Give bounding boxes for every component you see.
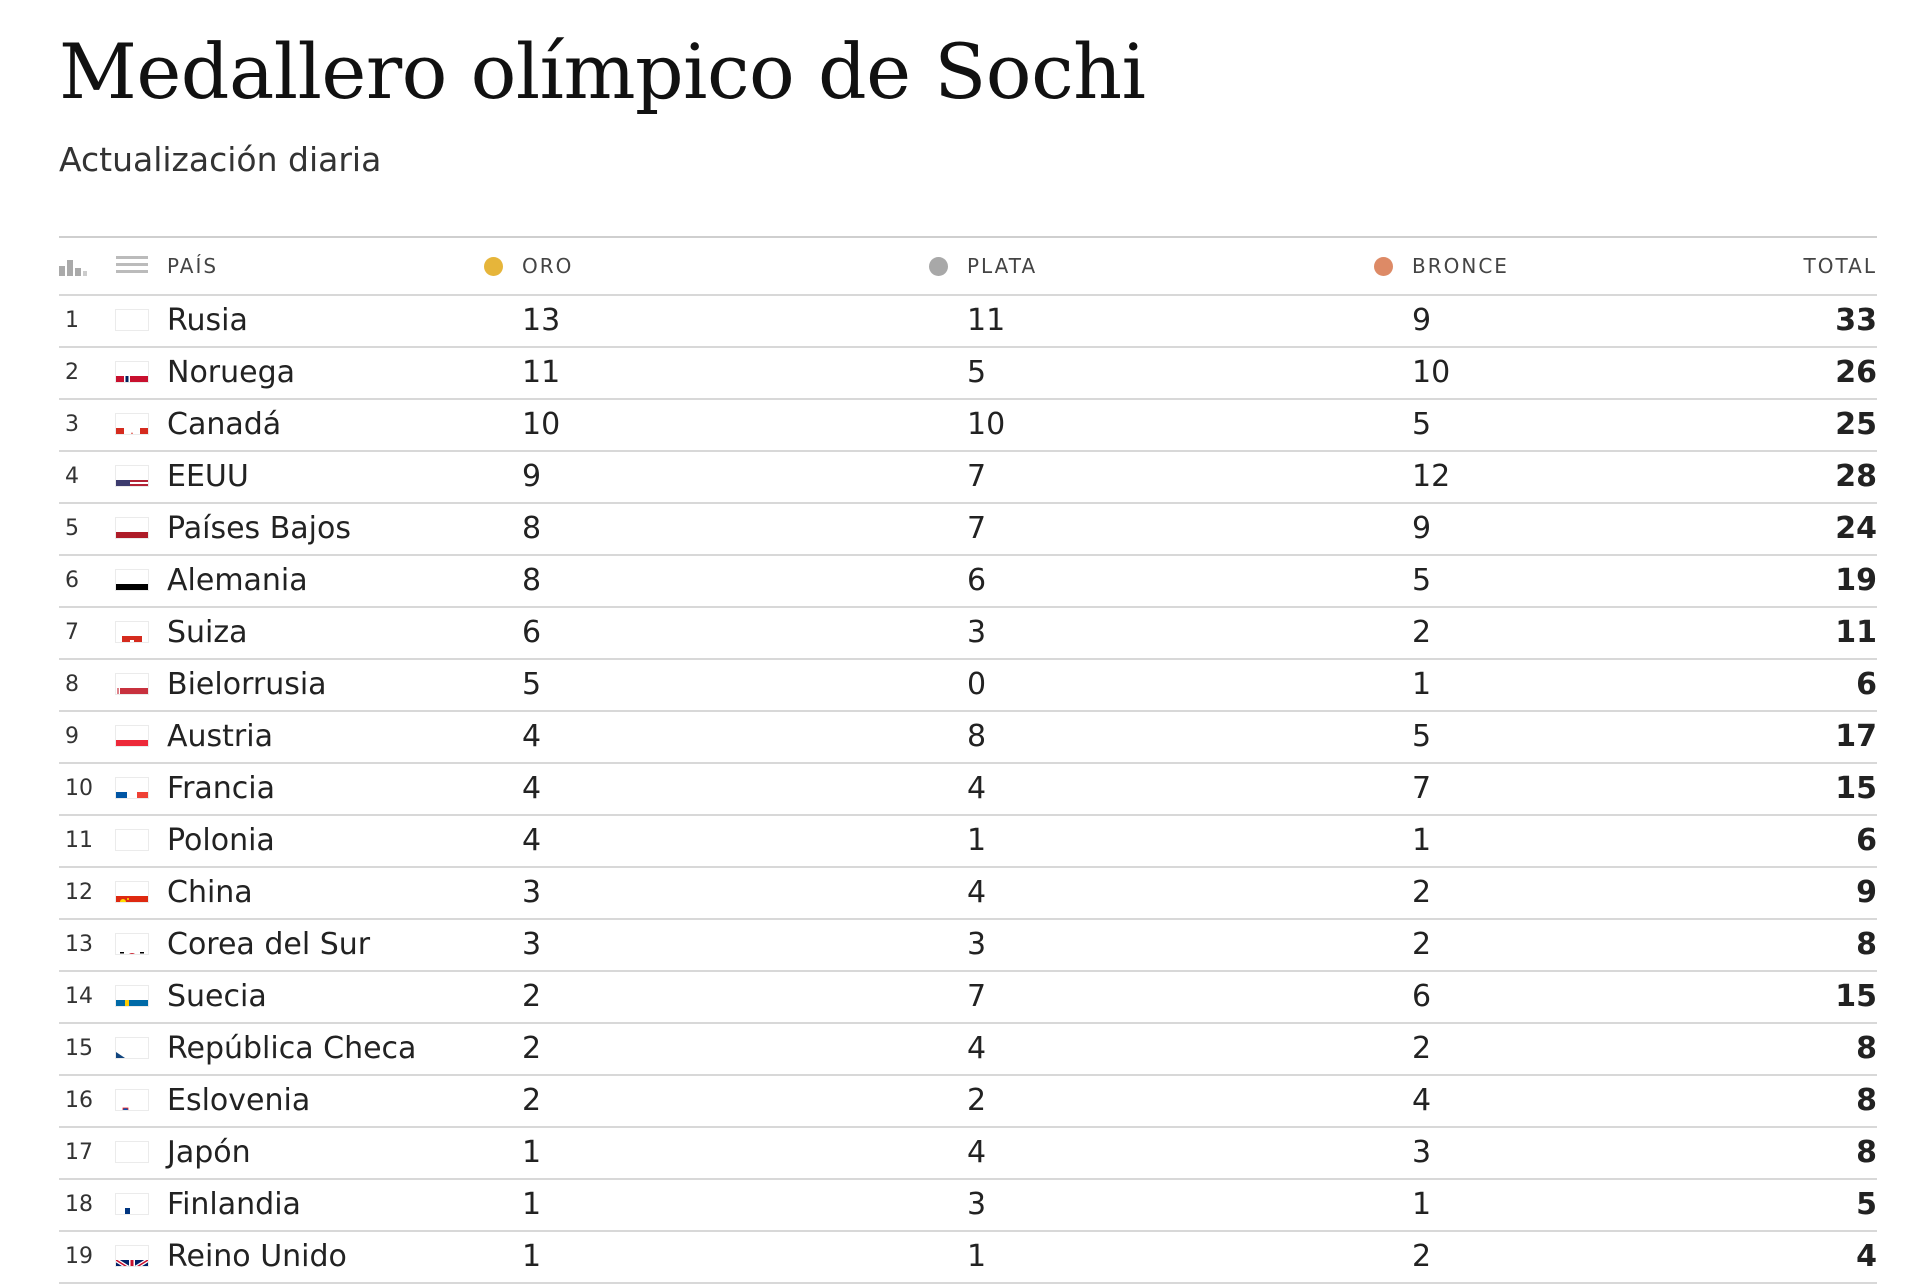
country-cell: Suiza — [167, 615, 248, 650]
table-header — [59, 238, 1877, 296]
bronze-cell: 1 — [1412, 823, 1432, 858]
gold-cell: 2 — [522, 1083, 542, 1118]
total-cell: 6 — [1856, 667, 1877, 702]
rank-cell: 6 — [65, 568, 79, 593]
gold-cell: 2 — [522, 979, 542, 1014]
table-row[interactable] — [59, 1128, 1877, 1180]
gold-cell: 5 — [522, 667, 542, 702]
rank-cell: 4 — [65, 464, 79, 489]
bronze-cell: 9 — [1412, 511, 1432, 546]
bronze-cell: 6 — [1412, 979, 1432, 1014]
table-body — [59, 296, 1877, 1284]
country-cell: Polonia — [167, 823, 275, 858]
total-cell: 8 — [1856, 1083, 1877, 1118]
total-cell: 17 — [1835, 719, 1877, 754]
silver-cell: 2 — [967, 1083, 987, 1118]
gold-cell: 1 — [522, 1239, 542, 1274]
bronze-cell: 5 — [1412, 563, 1432, 598]
page-subtitle: Actualización diaria — [59, 140, 382, 179]
bar-chart-icon[interactable] — [59, 256, 87, 276]
total-cell: 19 — [1835, 563, 1877, 598]
country-cell: China — [167, 875, 253, 910]
table-row[interactable] — [59, 816, 1877, 868]
gold-cell: 4 — [522, 771, 542, 806]
table-row[interactable] — [59, 868, 1877, 920]
header-total[interactable]: TOTAL — [1803, 254, 1877, 278]
total-cell: 15 — [1835, 771, 1877, 806]
russia-flag-icon — [116, 310, 148, 330]
silver-cell: 7 — [967, 979, 987, 1014]
country-cell: Eslovenia — [167, 1083, 311, 1118]
country-cell: EEUU — [167, 459, 249, 494]
country-cell: Bielorrusia — [167, 667, 327, 702]
france-flag-icon — [116, 778, 148, 798]
uk-flag-icon — [116, 1246, 148, 1266]
rank-cell: 5 — [65, 516, 79, 541]
south-korea-flag-icon — [116, 934, 148, 954]
table-row[interactable] — [59, 972, 1877, 1024]
netherlands-flag-icon — [116, 518, 148, 538]
bronze-cell: 2 — [1412, 927, 1432, 962]
silver-cell: 3 — [967, 615, 987, 650]
country-cell: Suecia — [167, 979, 267, 1014]
gold-cell: 3 — [522, 875, 542, 910]
header-bronze-label: BRONCE — [1412, 254, 1509, 278]
country-cell: Rusia — [167, 303, 248, 338]
country-cell: Japón — [167, 1135, 251, 1170]
country-cell: República Checa — [167, 1031, 417, 1066]
gold-cell: 1 — [522, 1187, 542, 1222]
austria-flag-icon — [116, 726, 148, 746]
silver-cell: 7 — [967, 459, 987, 494]
rank-cell: 1 — [65, 308, 79, 333]
bronze-cell: 1 — [1412, 667, 1432, 702]
rank-cell: 18 — [65, 1192, 93, 1217]
total-cell: 6 — [1856, 823, 1877, 858]
total-cell: 25 — [1835, 407, 1877, 442]
table-row[interactable] — [59, 764, 1877, 816]
silver-cell: 1 — [967, 1239, 987, 1274]
gold-cell: 4 — [522, 823, 542, 858]
table-row[interactable] — [59, 452, 1877, 504]
silver-cell: 5 — [967, 355, 987, 390]
total-cell: 8 — [1856, 1031, 1877, 1066]
czech-flag-icon — [116, 1038, 148, 1058]
total-cell: 4 — [1856, 1239, 1877, 1274]
slovenia-flag-icon — [116, 1090, 148, 1110]
gold-cell: 4 — [522, 719, 542, 754]
rank-cell: 19 — [65, 1244, 93, 1269]
silver-cell: 3 — [967, 927, 987, 962]
switzerland-flag-icon — [116, 622, 148, 642]
gold-dot-icon — [484, 257, 503, 276]
country-cell: Reino Unido — [167, 1239, 347, 1274]
country-cell: Austria — [167, 719, 273, 754]
silver-cell: 4 — [967, 875, 987, 910]
total-cell: 8 — [1856, 1135, 1877, 1170]
country-cell: Alemania — [167, 563, 308, 598]
bronze-cell: 10 — [1412, 355, 1451, 390]
bronze-cell: 7 — [1412, 771, 1432, 806]
silver-cell: 11 — [967, 303, 1006, 338]
sweden-flag-icon — [116, 986, 148, 1006]
silver-cell: 1 — [967, 823, 987, 858]
gold-cell: 11 — [522, 355, 561, 390]
page-title: Medallero olímpico de Sochi — [59, 27, 1146, 116]
rank-cell: 11 — [65, 828, 93, 853]
total-cell: 24 — [1835, 511, 1877, 546]
country-cell: Canadá — [167, 407, 282, 442]
gold-cell: 13 — [522, 303, 561, 338]
silver-cell: 4 — [967, 771, 987, 806]
silver-cell: 6 — [967, 563, 987, 598]
bronze-cell: 2 — [1412, 1239, 1432, 1274]
rank-cell: 7 — [65, 620, 79, 645]
total-cell: 9 — [1856, 875, 1877, 910]
rank-cell: 3 — [65, 412, 79, 437]
china-flag-icon — [116, 882, 148, 902]
table-row[interactable] — [59, 1024, 1877, 1076]
table-row[interactable] — [59, 504, 1877, 556]
japan-flag-icon — [116, 1142, 148, 1162]
finland-flag-icon — [116, 1194, 148, 1214]
table-row[interactable] — [59, 296, 1877, 348]
belarus-flag-icon — [116, 674, 148, 694]
rank-cell: 16 — [65, 1088, 93, 1113]
total-cell: 11 — [1835, 615, 1877, 650]
bronze-cell: 3 — [1412, 1135, 1432, 1170]
list-icon[interactable] — [116, 256, 148, 274]
total-cell: 26 — [1835, 355, 1877, 390]
rank-cell: 13 — [65, 932, 93, 957]
bronze-cell: 2 — [1412, 875, 1432, 910]
rank-cell: 2 — [65, 360, 79, 385]
bronze-cell: 4 — [1412, 1083, 1432, 1118]
silver-cell: 7 — [967, 511, 987, 546]
gold-cell: 8 — [522, 563, 542, 598]
gold-cell: 6 — [522, 615, 542, 650]
canada-flag-icon — [116, 414, 148, 434]
gold-cell: 2 — [522, 1031, 542, 1066]
table-row[interactable] — [59, 1180, 1877, 1232]
country-cell: Francia — [167, 771, 276, 806]
total-cell: 15 — [1835, 979, 1877, 1014]
header-silver[interactable] — [929, 254, 1037, 278]
total-cell: 8 — [1856, 927, 1877, 962]
rank-cell: 15 — [65, 1036, 93, 1061]
total-cell: 33 — [1835, 303, 1877, 338]
silver-cell: 10 — [967, 407, 1006, 442]
gold-cell: 1 — [522, 1135, 542, 1170]
country-cell: Países Bajos — [167, 511, 351, 546]
total-cell: 5 — [1856, 1187, 1877, 1222]
table-row[interactable] — [59, 348, 1877, 400]
table-row[interactable] — [59, 920, 1877, 972]
table-row[interactable] — [59, 608, 1877, 660]
bronze-cell: 12 — [1412, 459, 1451, 494]
gold-cell: 9 — [522, 459, 542, 494]
gold-cell: 10 — [522, 407, 561, 442]
table-row[interactable] — [59, 556, 1877, 608]
bronze-cell: 1 — [1412, 1187, 1432, 1222]
silver-cell: 4 — [967, 1031, 987, 1066]
medal-table — [59, 236, 1877, 1284]
germany-flag-icon — [116, 570, 148, 590]
silver-dot-icon — [929, 257, 948, 276]
rank-cell: 10 — [65, 776, 93, 801]
bronze-cell: 5 — [1412, 407, 1432, 442]
gold-cell: 8 — [522, 511, 542, 546]
bronze-cell: 2 — [1412, 1031, 1432, 1066]
rank-cell: 14 — [65, 984, 93, 1009]
country-cell: Finlandia — [167, 1187, 301, 1222]
header-gold-label: ORO — [522, 254, 574, 278]
silver-cell: 8 — [967, 719, 987, 754]
table-row[interactable] — [59, 712, 1877, 764]
table-row[interactable] — [59, 1232, 1877, 1284]
country-cell: Corea del Sur — [167, 927, 371, 962]
rank-cell: 8 — [65, 672, 79, 697]
country-cell: Noruega — [167, 355, 296, 390]
bronze-cell: 2 — [1412, 615, 1432, 650]
table-row[interactable] — [59, 400, 1877, 452]
header-silver-label: PLATA — [967, 254, 1038, 278]
header-bronze[interactable] — [1374, 254, 1509, 278]
rank-cell: 9 — [65, 724, 79, 749]
page-container — [59, 0, 1877, 1284]
gold-cell: 3 — [522, 927, 542, 962]
silver-cell: 3 — [967, 1187, 987, 1222]
rank-cell: 12 — [65, 880, 93, 905]
header-country[interactable]: PAÍS — [167, 254, 219, 278]
header-gold[interactable] — [484, 254, 573, 278]
bronze-cell: 5 — [1412, 719, 1432, 754]
silver-cell: 0 — [967, 667, 987, 702]
bronze-cell: 9 — [1412, 303, 1432, 338]
silver-cell: 4 — [967, 1135, 987, 1170]
usa-flag-icon — [116, 466, 148, 486]
poland-flag-icon — [116, 830, 148, 850]
table-row[interactable] — [59, 660, 1877, 712]
norway-flag-icon — [116, 362, 148, 382]
total-cell: 28 — [1835, 459, 1877, 494]
table-row[interactable] — [59, 1076, 1877, 1128]
rank-cell: 17 — [65, 1140, 93, 1165]
bronze-dot-icon — [1374, 257, 1393, 276]
